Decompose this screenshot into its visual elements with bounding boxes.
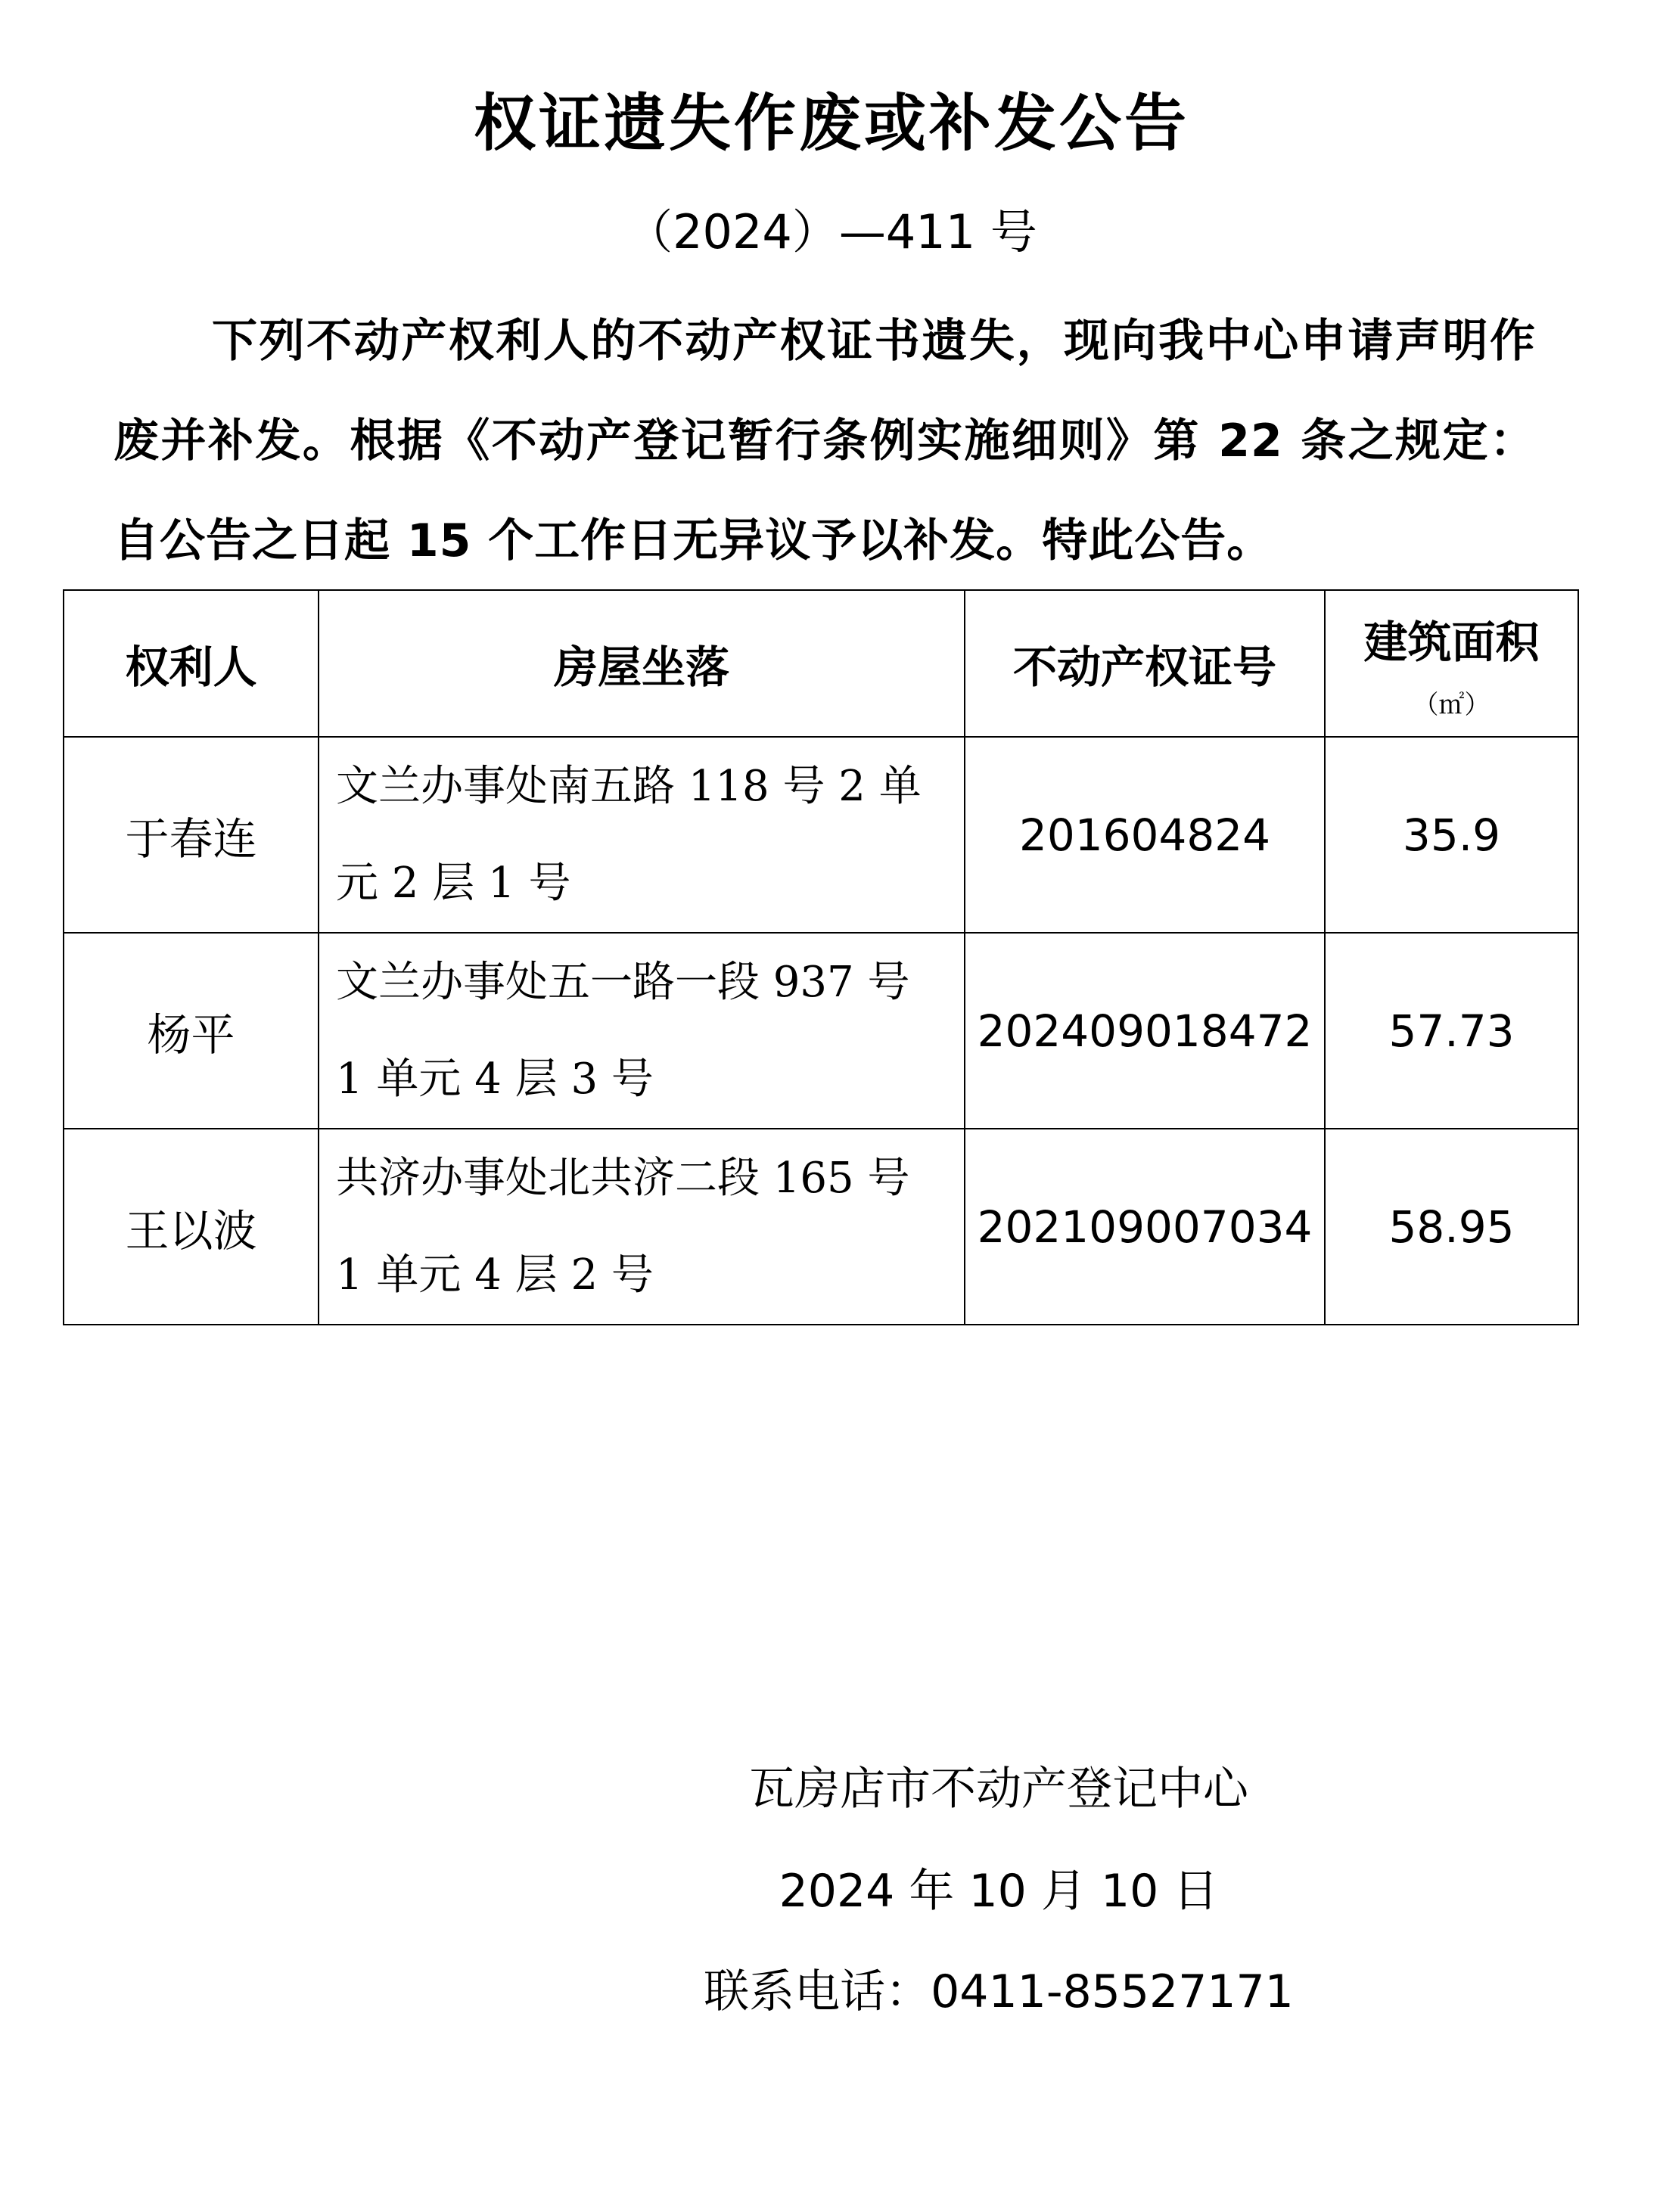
certificate-cell: 202109007034 [965, 1129, 1325, 1325]
table-row [64, 1129, 1578, 1325]
location-cell: 共济办事处北共济二段 165 号 1 单元 4 层 2 号 [319, 1129, 965, 1325]
header-area-label: 建筑面积 [1363, 616, 1540, 668]
header-owner: 权利人 [64, 590, 319, 737]
owner-cell: 杨平 [64, 933, 319, 1129]
area-cell: 57.73 [1325, 933, 1578, 1129]
location-cell: 文兰办事处五一路一段 937 号 1 单元 4 层 3 号 [319, 933, 965, 1129]
certificate-cell: 201604824 [965, 737, 1325, 933]
contact-phone: 联系电话：0411-85527171 [704, 1965, 1294, 2018]
table-row [64, 933, 1578, 1129]
area-cell: 58.95 [1325, 1129, 1578, 1325]
header-area-unit: （㎡） [1413, 689, 1490, 720]
notice-number: （2024）—411 号 [626, 204, 1037, 259]
location-cell: 文兰办事处南五路 118 号 2 单元 2 层 1 号 [319, 737, 965, 933]
certificate-cell: 202409018472 [965, 933, 1325, 1129]
issuer-name: 瓦房店市不动产登记中心 [749, 1763, 1248, 1816]
owner-cell: 于春连 [64, 737, 319, 933]
owner-cell: 王以波 [64, 1129, 319, 1325]
header-certificate: 不动产权证号 [965, 590, 1325, 737]
area-cell: 35.9 [1325, 737, 1578, 933]
header-location: 房屋坐落 [319, 590, 965, 737]
table-header-row [64, 590, 1578, 737]
notice-body: 下列不动产权利人的不动产权证书遗失，现向我中心申请声明作废并补发。根据《不动产登记暂行条例实施细则》第 22 条之规定：自公告之日起 15 个工作日无异议予以补发。特此公告。 [113, 315, 1536, 567]
issue-date: 2024 年 10 月 10 日 [779, 1865, 1219, 1918]
notice-title: 权证遗失作废或补发公告 [473, 88, 1189, 160]
header-area [1325, 590, 1578, 737]
records-table [63, 589, 1579, 1325]
table-row [64, 737, 1578, 933]
